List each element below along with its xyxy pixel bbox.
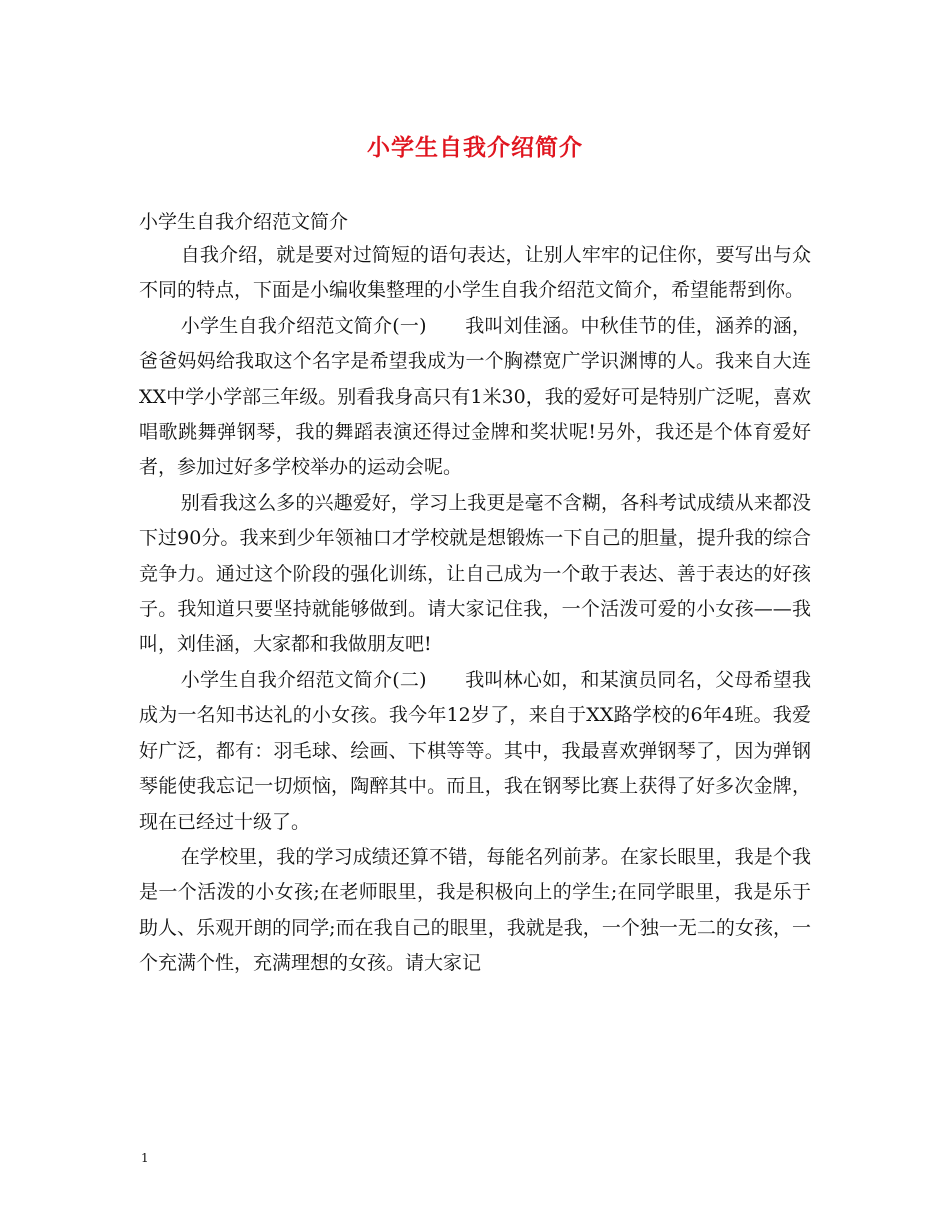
paragraph-sample-one: 小学生自我介绍范文简介(一) 我叫刘佳涵。中秋佳节的佳，涵养的涵，爸爸妈妈给我取这个名字是希望我成为一个胸襟宽广学识渊博的人。我来自大连XX中学小学部三年级。别看我身高只有1米30，我的爱好可是特别广泛呢，喜欢唱歌跳舞弹钢琴，我的舞蹈表演还得过金牌和奖状呢!另外，我还是个体育爱好者，参加过好多学校举办的运动会呢。 (139, 314, 811, 479)
paragraph-sample-one-continued: 别看我这么多的兴趣爱好，学习上我更是毫不含糊，各科考试成绩从来都没下过90分。我来到少年领袖口才学校就是想锻炼一下自己的胆量，提升我的综合竞争力。通过这个阶段的强化训练，让自己成为一个敢于表达、善于表达的好孩子。我知道只要坚持就能够做到。请大家记住我，一个活泼可爱的小女孩——我叫，刘佳涵，大家都和我做朋友吧! (139, 491, 811, 656)
page-number: 1 (141, 1151, 149, 1165)
paragraph-sample-two-continued: 在学校里，我的学习成绩还算不错，每能名列前茅。在家长眼里，我是个我是一个活泼的小女孩;在老师眼里，我是积极向上的学生;在同学眼里，我是乐于助人、乐观开朗的同学;而在我自己的眼里，我就是我，一个独一无二的女孩，一个充满个性，充满理想的女孩。请大家记 (139, 845, 811, 975)
page-title: 小学生自我介绍简介 (367, 134, 583, 161)
paragraph-intro: 自我介绍，就是要对过简短的语句表达，让别人牢牢的记住你，要写出与众不同的特点，下面是小编收集整理的小学生自我介绍范文简介，希望能帮到你。 (139, 244, 811, 302)
document-subtitle: 小学生自我介绍范文简介 (139, 211, 349, 233)
paragraph-sample-two: 小学生自我介绍范文简介(二) 我叫林心如，和某演员同名，父母希望我成为一名知书达礼的小女孩。我今年12岁了，来自于XX路学校的6年4班。我爱好广泛，都有：羽毛球、绘画、下棋等等。其中，我最喜欢弹钢琴了，因为弹钢琴能使我忘记一切烦恼，陶醉其中。而且，我在钢琴比赛上获得了好多次金牌，现在已经过十级了。 (139, 668, 811, 833)
document-body (139, 238, 811, 982)
